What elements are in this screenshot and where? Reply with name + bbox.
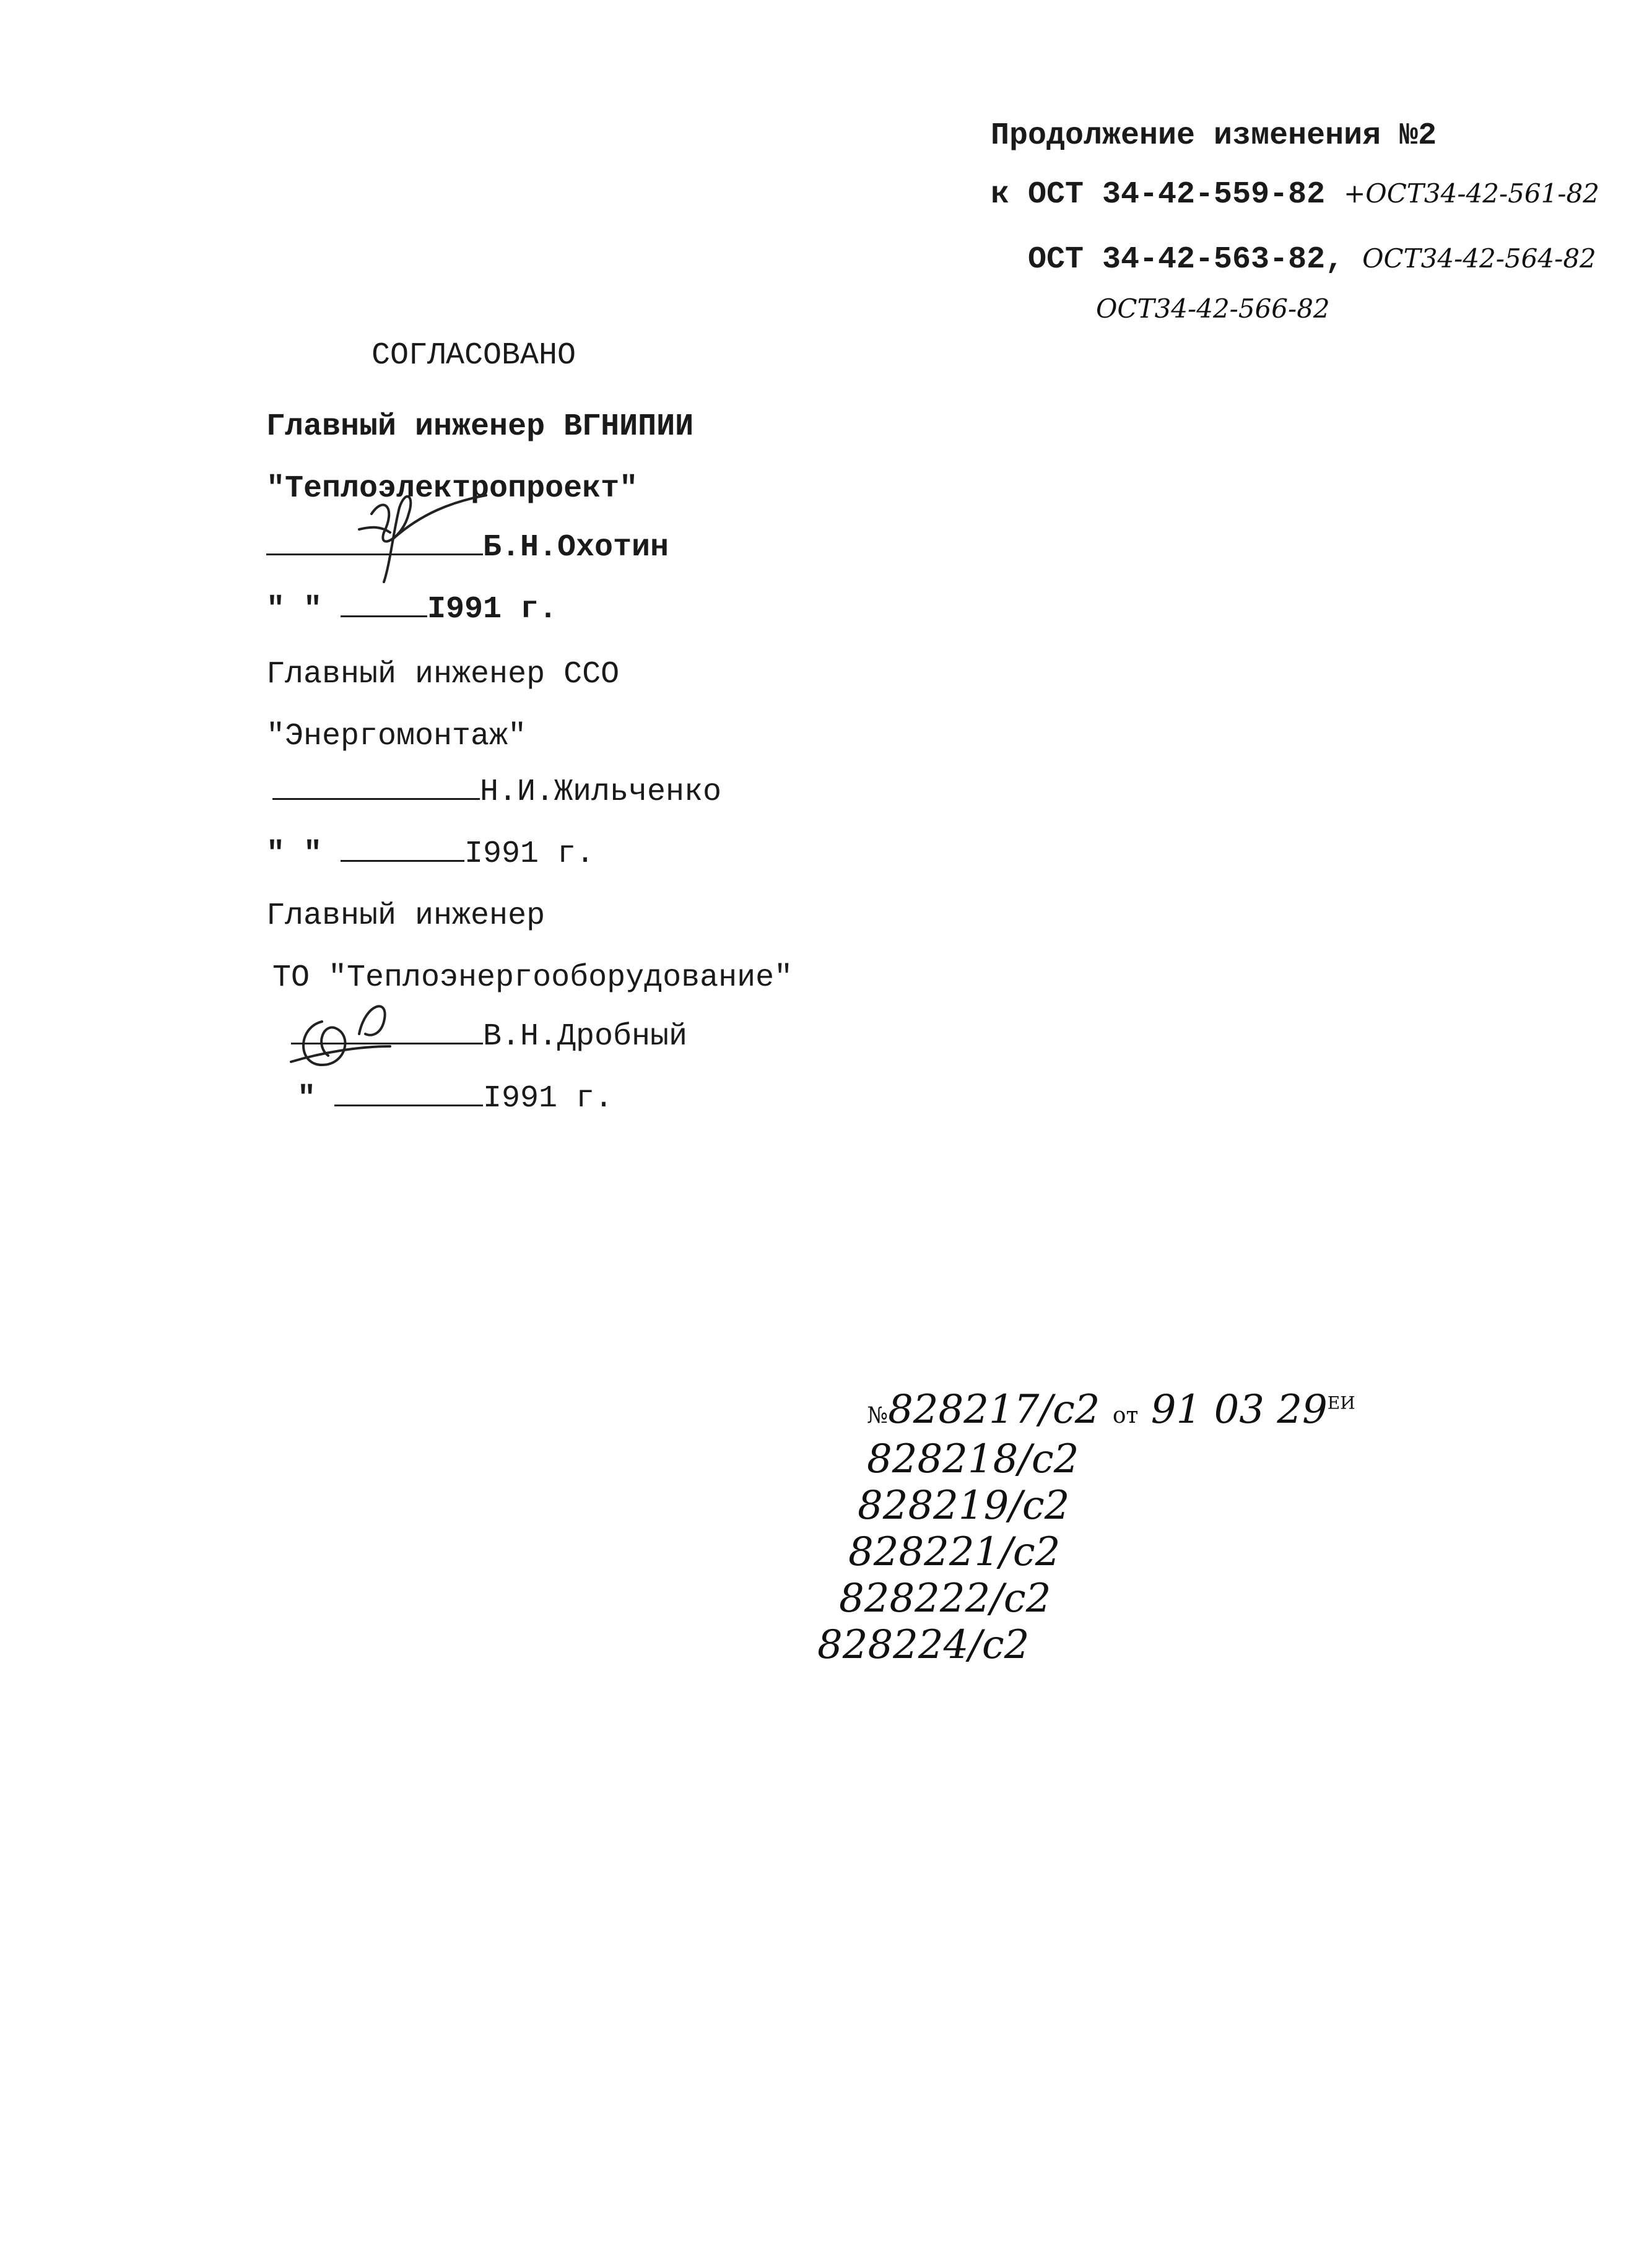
header-hand-ost-561: +ОСТ34-42-561-82 bbox=[1344, 178, 1599, 209]
approval-1-date-line bbox=[266, 594, 557, 625]
signature-1-svg bbox=[347, 471, 489, 588]
approval-3-date-quote: " bbox=[297, 1081, 316, 1116]
approval-1-date-quote: " " bbox=[266, 592, 323, 627]
signature-3-mark bbox=[285, 978, 433, 1083]
registration-number-4: 828221/с2 bbox=[848, 1529, 1061, 1575]
approval-2-name: Н.И.Жильченко bbox=[480, 775, 722, 810]
registration-first-line bbox=[867, 1387, 1355, 1433]
approval-1-position: Главный инженер ВГНИПИИ bbox=[266, 409, 694, 445]
registration-number-5: 828222/с2 bbox=[839, 1576, 1051, 1621]
date-underline bbox=[341, 612, 427, 617]
signature-underline bbox=[272, 794, 480, 800]
header-hand-ost-566: ОСТ34-42-566-82 bbox=[1096, 293, 1330, 324]
approval-3-name: В.Н.Дробный bbox=[483, 1019, 688, 1054]
approval-2-year: I991 г. bbox=[464, 836, 595, 872]
approval-title: СОГЛАСОВАНО bbox=[372, 338, 576, 373]
registration-from-label: от bbox=[1112, 1403, 1139, 1428]
registration-number-6: 828224/с2 bbox=[817, 1622, 1030, 1668]
registration-number-2: 828218/с2 bbox=[867, 1436, 1079, 1482]
registration-prefix: № bbox=[867, 1403, 889, 1428]
approval-2-date-line bbox=[266, 836, 595, 872]
signature-3-svg bbox=[285, 978, 433, 1083]
approval-3-position: Главный инженер bbox=[266, 898, 546, 934]
date-underline bbox=[341, 856, 464, 862]
registration-date: 91 03 29 bbox=[1150, 1387, 1328, 1433]
registration-number-1: 828217/с2 bbox=[888, 1387, 1100, 1433]
date-underline bbox=[334, 1101, 483, 1106]
approval-2-date-quote: " " bbox=[266, 836, 323, 872]
approval-2-signature-line bbox=[272, 777, 721, 808]
header-line-2 bbox=[991, 177, 1599, 212]
approval-2-org: "Энергомонтаж" bbox=[266, 719, 527, 754]
header-line-3 bbox=[1028, 242, 1596, 277]
approval-3-org: ТО "Теплоэнергооборудование" bbox=[272, 960, 793, 996]
approval-3-date-line bbox=[297, 1083, 613, 1114]
registration-superscript: ЕИ bbox=[1327, 1392, 1355, 1413]
header-typed-ost-563: ОСТ 34-42-563-82, bbox=[1028, 242, 1344, 277]
approval-2-position: Главный инженер ССО bbox=[266, 657, 620, 692]
signature-1-mark bbox=[347, 471, 489, 588]
approval-1-org: "Теплоэлектропроект" bbox=[266, 471, 638, 506]
header-hand-ost-564: ОСТ34-42-564-82 bbox=[1362, 243, 1596, 274]
approval-1-name: Б.Н.Охотин bbox=[483, 530, 669, 565]
header-typed-ost-559: к ОСТ 34-42-559-82 bbox=[991, 177, 1326, 212]
approval-3-year: I991 г. bbox=[483, 1081, 614, 1116]
header-line-1: Продолжение изменения №2 bbox=[991, 118, 1437, 154]
approval-1-year: I991 г. bbox=[427, 592, 558, 627]
registration-number-3: 828219/с2 bbox=[858, 1483, 1070, 1529]
